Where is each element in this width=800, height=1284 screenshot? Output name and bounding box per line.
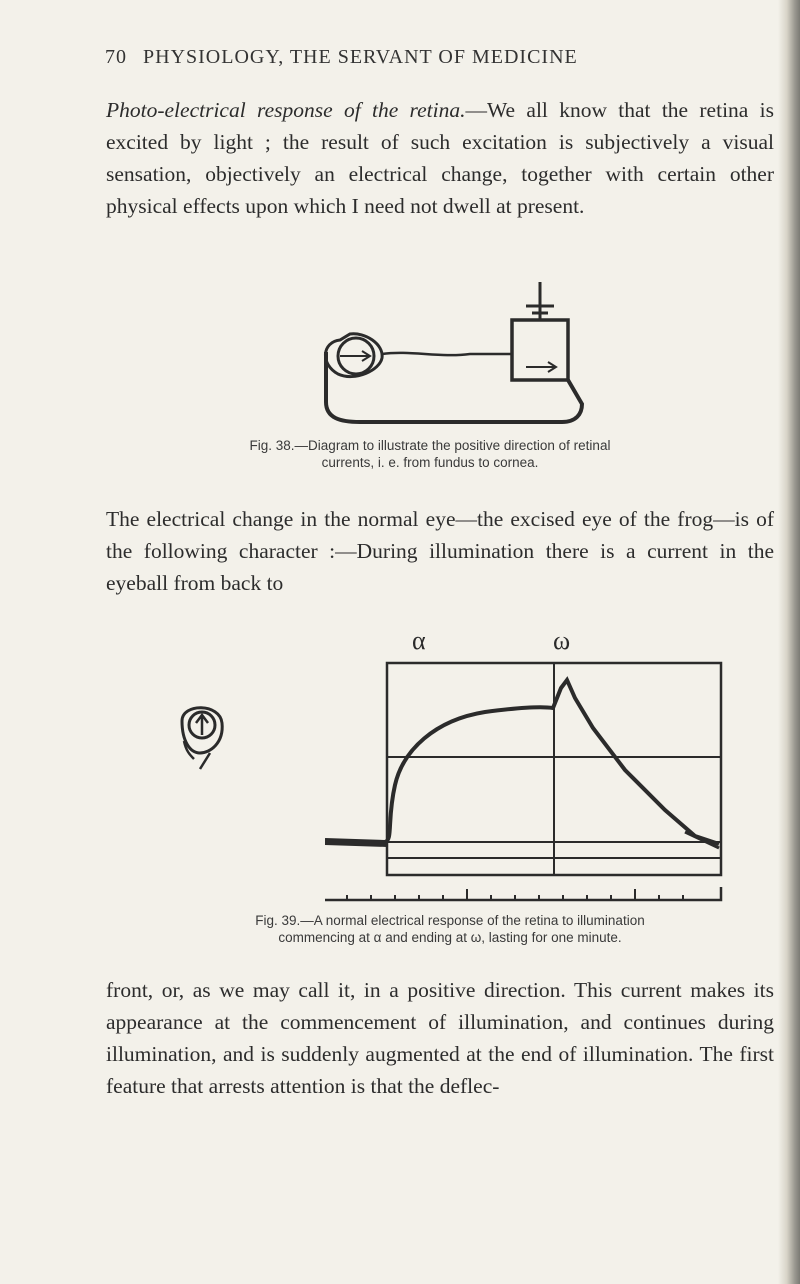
running-title: PHYSIOLOGY, THE SERVANT OF MEDICINE (143, 46, 578, 68)
page-edge-shadow (778, 0, 800, 1284)
fig38-caption (150, 437, 710, 471)
paragraph-3 (106, 974, 774, 1102)
paragraph-2 (106, 503, 774, 599)
response-curve (325, 680, 719, 844)
paragraph-3-text: front, or, as we may call it, in a positive direction. This current makes its appearance at the commencement of illumination, and continues during illumination, and is suddenly augmented at the end of illumination. The first feature that arrests attention is that the deflec- (106, 978, 774, 1098)
fig38-diagram (300, 282, 600, 442)
circuit-loop (326, 352, 582, 422)
fig39-caption-line2: commencing at α and ending at ω, lasting for one minute. (278, 930, 622, 945)
electrode-lead (526, 282, 554, 320)
fig38-caption-line2: currents, i. e. from fundus to cornea. (321, 455, 539, 470)
paragraph-2-text: The electrical change in the normal eye—the excised eye of the frog—is of the following character :—During illumination there is a current in the eyeball from back to (106, 507, 774, 595)
label-alpha: α (412, 626, 426, 655)
arrow-right-icon (526, 362, 556, 372)
eye-symbol-icon (170, 695, 240, 775)
time-axis (325, 887, 721, 900)
wire-top (382, 353, 512, 355)
fig39-response-chart (325, 660, 725, 910)
galvanometer-box (512, 320, 568, 380)
arrow-right-icon (340, 351, 370, 361)
fig39-caption-line1: Fig. 39.—A normal electrical response of the retina to illumination (255, 913, 645, 928)
label-omega: ω (553, 626, 571, 655)
running-header (105, 46, 785, 69)
page-number: 70 (105, 46, 127, 68)
paragraph-1 (106, 94, 774, 222)
section-heading: Photo-electrical response of the retina. (106, 98, 466, 122)
fig39-caption (170, 912, 730, 946)
fig38-caption-line1: Fig. 38.—Diagram to illustrate the positive direction of retinal (249, 438, 611, 453)
paragraph-1-text: —We all know that the retina is excited by light ; the result of such excitation is subjectively a visual sensation, objectively an electrical change, together with certain other physical effects upon which I need not dwell at present. (106, 98, 774, 218)
time-ticks (347, 889, 683, 900)
